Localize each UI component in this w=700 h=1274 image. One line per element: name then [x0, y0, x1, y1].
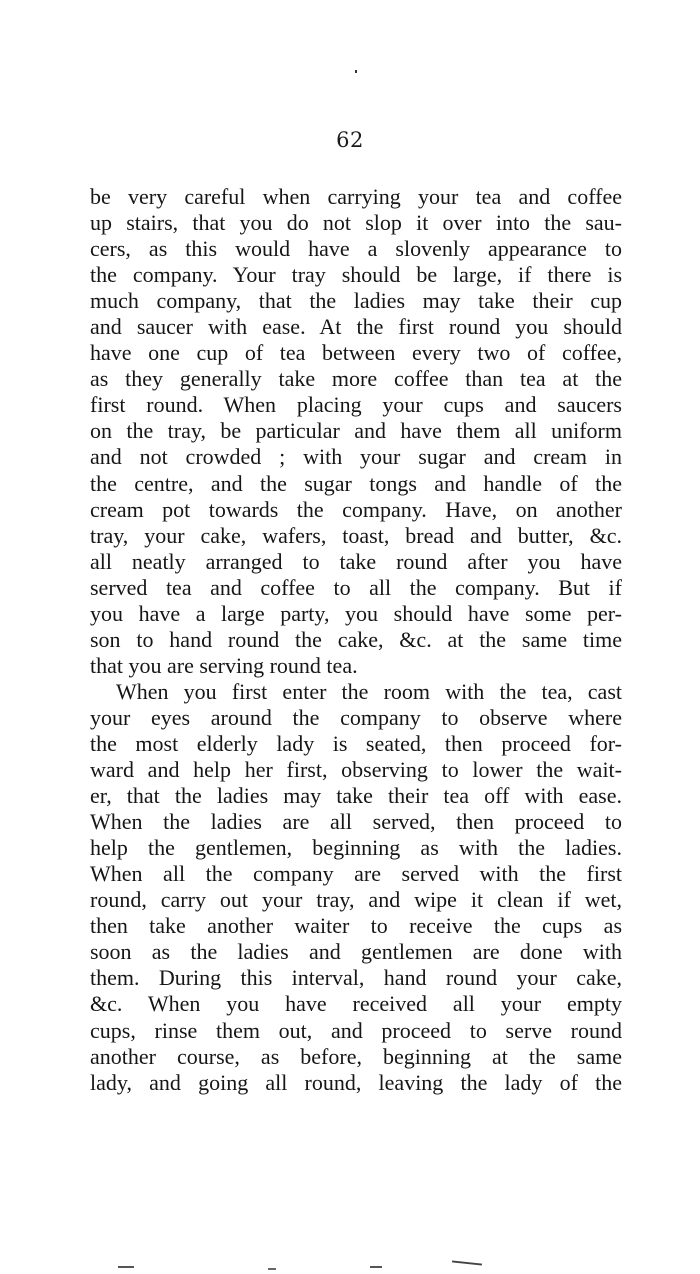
text-line: on the tray, be particular and have them all uniform: [90, 418, 622, 444]
text-line: cream pot towards the company. Have, on another: [90, 496, 622, 522]
text-line: lady, and going all round, leaving the lady of the: [90, 1069, 622, 1095]
text-line: ward and help her first, observing to lower the wait-: [90, 757, 622, 783]
text-line: the company. Your tray should be large, if there is: [90, 262, 622, 288]
text-line: have one cup of tea between every two of coffee,: [90, 340, 622, 366]
text-line: as they generally take more coffee than tea at the: [90, 366, 622, 392]
paragraph-end-line: that you are serving round tea.: [90, 652, 358, 678]
scan-mark: [268, 1268, 276, 1270]
text-line: up stairs, that you do not slop it over into the sau-: [90, 210, 622, 236]
paragraph-first-line: When you first enter the room with the tea, cast: [116, 678, 622, 704]
text-line: them. During this interval, hand round your cake,: [90, 965, 622, 991]
text-line: and saucer with ease. At the first round you should: [90, 314, 622, 340]
scan-mark: [118, 1266, 134, 1268]
text-line: the most elderly lady is seated, then proceed for-: [90, 730, 622, 756]
scan-mark: [452, 1260, 482, 1265]
text-line: son to hand round the cake, &c. at the same time: [90, 626, 622, 652]
text-line: When the ladies are all served, then proceed to: [90, 809, 622, 835]
text-line: the centre, and the sugar tongs and handle of the: [90, 470, 622, 496]
text-line: When all the company are served with the first: [90, 861, 622, 887]
text-line: help the gentlemen, beginning as with the ladies.: [90, 835, 622, 861]
text-line: soon as the ladies and gentlemen are done with: [90, 939, 622, 965]
text-line: cups, rinse them out, and proceed to serve round: [90, 1017, 622, 1043]
text-line: be very careful when carrying your tea and coffee: [90, 184, 622, 209]
text-line: served tea and coffee to all the company. But if: [90, 574, 622, 600]
text-line: much company, that the ladies may take their cup: [90, 288, 622, 314]
text-line: and not crowded ; with your sugar and cream in: [90, 444, 622, 470]
text-line: cers, as this would have a slovenly appearance to: [90, 236, 622, 262]
text-line: your eyes around the company to observe where: [90, 704, 622, 730]
text-line: er, that the ladies may take their tea off with ease.: [90, 783, 622, 809]
text-line: round, carry out your tray, and wipe it clean if wet,: [90, 887, 622, 913]
page-number: 62: [336, 128, 364, 152]
text-line: another course, as before, beginning at the same: [90, 1043, 622, 1069]
body-text: [90, 184, 622, 1096]
text-line: tray, your cake, wafers, toast, bread and butter, &c.: [90, 522, 622, 548]
text-line: all neatly arranged to take round after you have: [90, 548, 622, 574]
scan-mark: [370, 1266, 382, 1268]
text-line: then take another waiter to receive the cups as: [90, 913, 622, 939]
text-line: &c. When you have received all your empty: [90, 991, 622, 1017]
ink-speck: [355, 70, 357, 73]
text-line: you have a large party, you should have some per-: [90, 600, 622, 626]
text-line: first round. When placing your cups and saucers: [90, 392, 622, 418]
